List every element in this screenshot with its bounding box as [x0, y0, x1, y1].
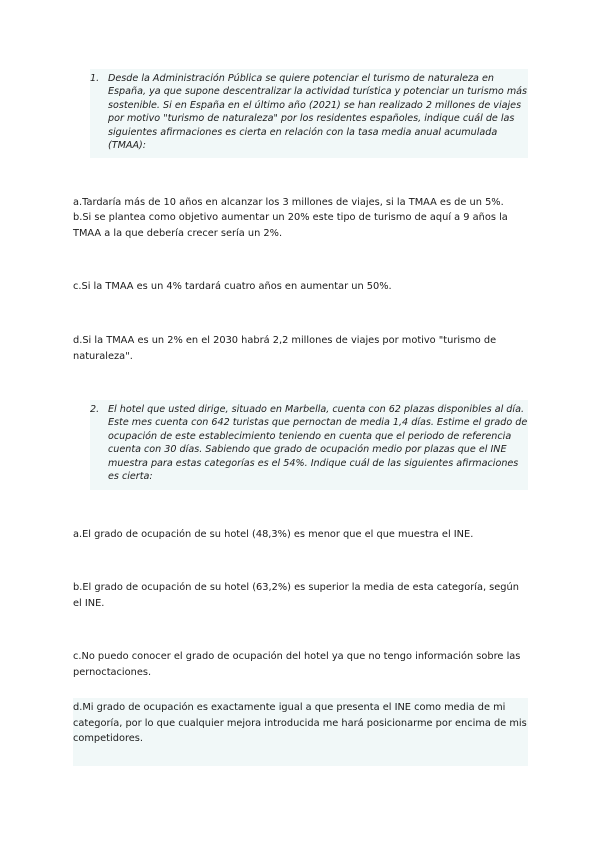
question-2-option-a: a.El grado de ocupación de su hotel (48,3%) es menor que el que muestra el INE.	[73, 529, 474, 540]
question-2-option-d: d.Mi grado de ocupación es exactamente igual a que presenta el INE como media de mi categoría, por lo que cualquier mejora introducida me hará posicionarme por encima de mis competidores.	[73, 702, 527, 745]
question-2-option-c: c.No puedo conocer el grado de ocupación del hotel ya que no tengo información sobre las pernoctaciones.	[73, 651, 521, 678]
question-1-text: Desde la Administración Pública se quiere potenciar el turismo de naturaleza en España, ya que supone descentralizar la actividad turística y potenciar un turismo más sostenible. Si en España en el último año (2021) se han realizado 2 millones de viajes por motivo "turismo de naturaleza" por los residentes españoles, indique cuál de las siguientes afirmaciones es cierta en relación con la tasa media anual acumulada (TMAA):	[108, 73, 528, 152]
question-1-option-d: d.Si la TMAA es un 2% en el 2030 habrá 2,2 millones de viajes por motivo "turismo de naturaleza".	[73, 335, 497, 362]
question-1-option-b: b.Si se plantea como objetivo aumentar un 20% este tipo de turismo de aquí a 9 años la TMAA a la que debería crecer sería un 2%.	[73, 212, 508, 239]
question-2-option-b: b.El grado de ocupación de su hotel (63,2%) es superior la media de esta categoría, según el INE.	[73, 582, 519, 609]
question-1-number: 1.	[90, 73, 100, 84]
question-2-text: El hotel que usted dirige, situado en Marbella, cuenta con 62 plazas disponibles al día. Este mes cuenta con 642 turistas que pernoctan de media 1,4 días. Estime el grado de ocupación de este establecimiento teniendo en cuenta que el periodo de referencia cuenta con 30 días. Sabiendo que grado de ocupación medio por plazas que el INE muestra para estas categorías es el 54%. Indique cuál de las siguientes afirmaciones es cierta:	[108, 404, 528, 483]
question-1-option-a: a.Tardaría más de 10 años en alcanzar los 3 millones de viajes, si la TMAA es de un 5%.	[73, 197, 504, 208]
question-1-option-c: c.Si la TMAA es un 4% tardará cuatro años en aumentar un 50%.	[73, 281, 392, 292]
question-2-number: 2.	[90, 404, 100, 415]
